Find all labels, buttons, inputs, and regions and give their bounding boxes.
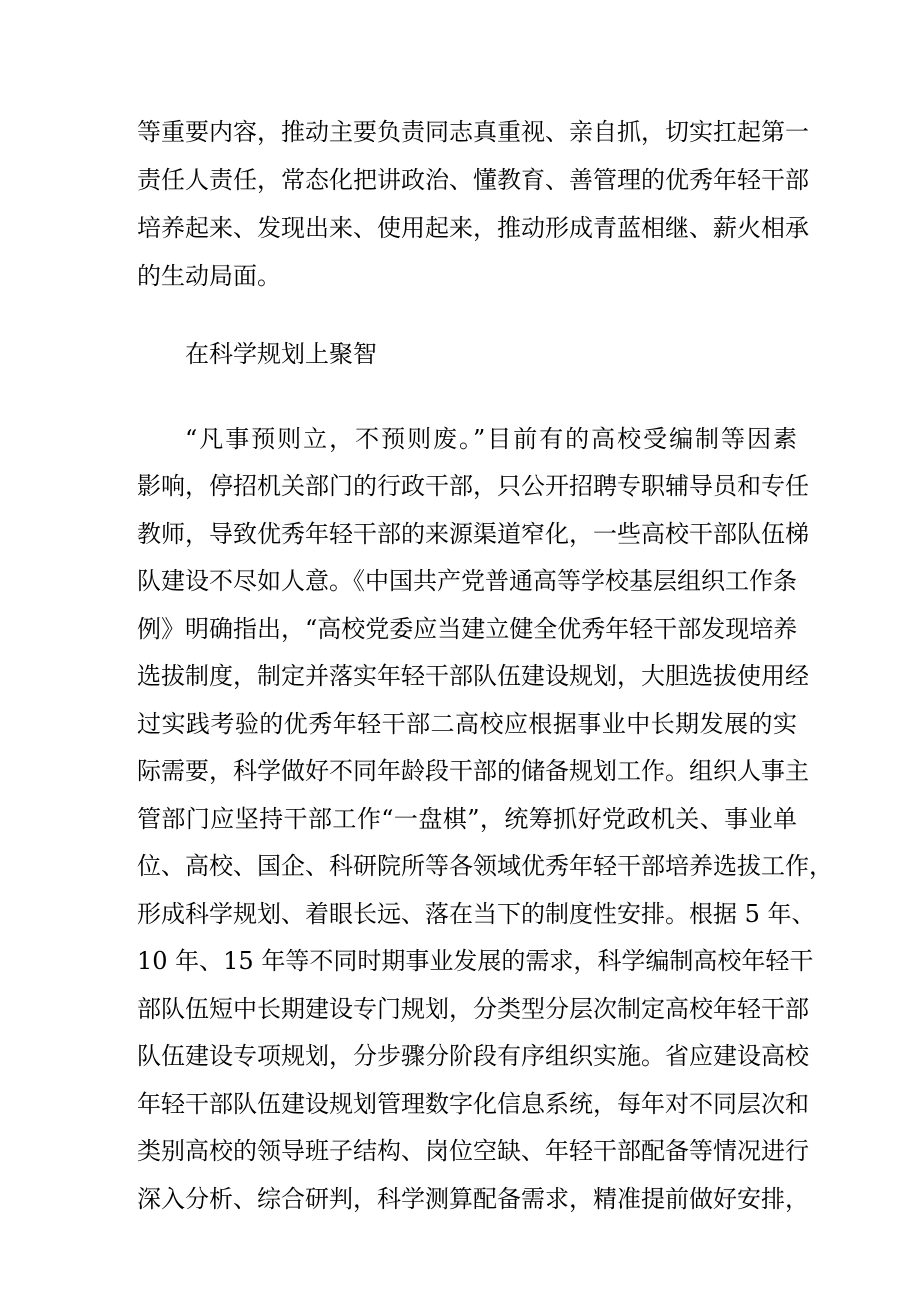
paragraph-2-line-7: 过实践考验的优秀年轻干部二高校应根据事业中长期发展的实 — [137, 710, 797, 738]
paragraph-2-line-13: 部队伍短中长期建设专门规划，分类型分层次制定高校年轻干部 — [137, 995, 809, 1023]
paragraph-2-line-3: 教师，导致优秀年轻干部的来源渠道窄化，一些高校干部队伍梯 — [137, 520, 809, 548]
paragraph-1-line-4: 的生动局面。 — [137, 262, 281, 290]
paragraph-2-line-9: 管部门应坚持干部工作“一盘棋”，统筹抓好党政机关、事业单 — [137, 805, 797, 833]
paragraph-2-line-11: 形成科学规划、着眼长远、落在当下的制度性安排。根据 5 年、 — [137, 900, 816, 928]
paragraph-2-line-5: 例》明确指出，“高校党委应当建立健全优秀年轻干部发现培养 — [137, 615, 798, 643]
paragraph-2-line-17: 深入分析、综合研判，科学测算配备需求，精准提前做好安排， — [137, 1185, 809, 1213]
paragraph-2-line-2: 影响，停招机关部门的行政干部，只公开招聘专职辅导员和专任 — [137, 472, 809, 500]
paragraph-1-line-1: 等重要内容，推动主要负责同志真重视、亲自抓，切实扛起第一 — [137, 118, 809, 146]
paragraph-2-line-10: 位、高校、国企、科研院所等各领域优秀年轻干部培养选拔工作， — [137, 852, 833, 880]
section-heading: 在科学规划上聚智 — [185, 340, 377, 368]
paragraph-1-line-2: 责任人责任，常态化把讲政治、懂教育、善管理的优秀年轻干部 — [137, 166, 809, 194]
paragraph-2-line-4: 队建设不尽如人意。《中国共产党普通高等学校基层组织工作条 — [137, 567, 797, 595]
paragraph-2-line-8: 际需要，科学做好不同年龄段干部的储备规划工作。组织人事主 — [137, 757, 809, 785]
paragraph-2-line-14: 队伍建设专项规划，分步骤分阶段有序组织实施。省应建设高校 — [137, 1042, 809, 1070]
paragraph-2-line-1: “凡事预则立，不预则废。”目前有的高校受编制等因素 — [185, 425, 797, 453]
paragraph-2-line-15: 年轻干部队伍建设规划管理数字化信息系统，每年对不同层次和 — [137, 1090, 809, 1118]
paragraph-1-line-3: 培养起来、发现出来、使用起来，推动形成青蓝相继、薪火相承 — [137, 214, 809, 242]
paragraph-2-line-6: 选拔制度，制定并落实年轻干部队伍建设规划，大胆选拔使用经 — [137, 662, 809, 690]
paragraph-2-line-16: 类别高校的领导班子结构、岗位空缺、年轻干部配备等情况进行 — [137, 1137, 809, 1165]
paragraph-2-line-12: 10 年、15 年等不同时期事业发展的需求，科学编制高校年轻干 — [137, 947, 814, 975]
